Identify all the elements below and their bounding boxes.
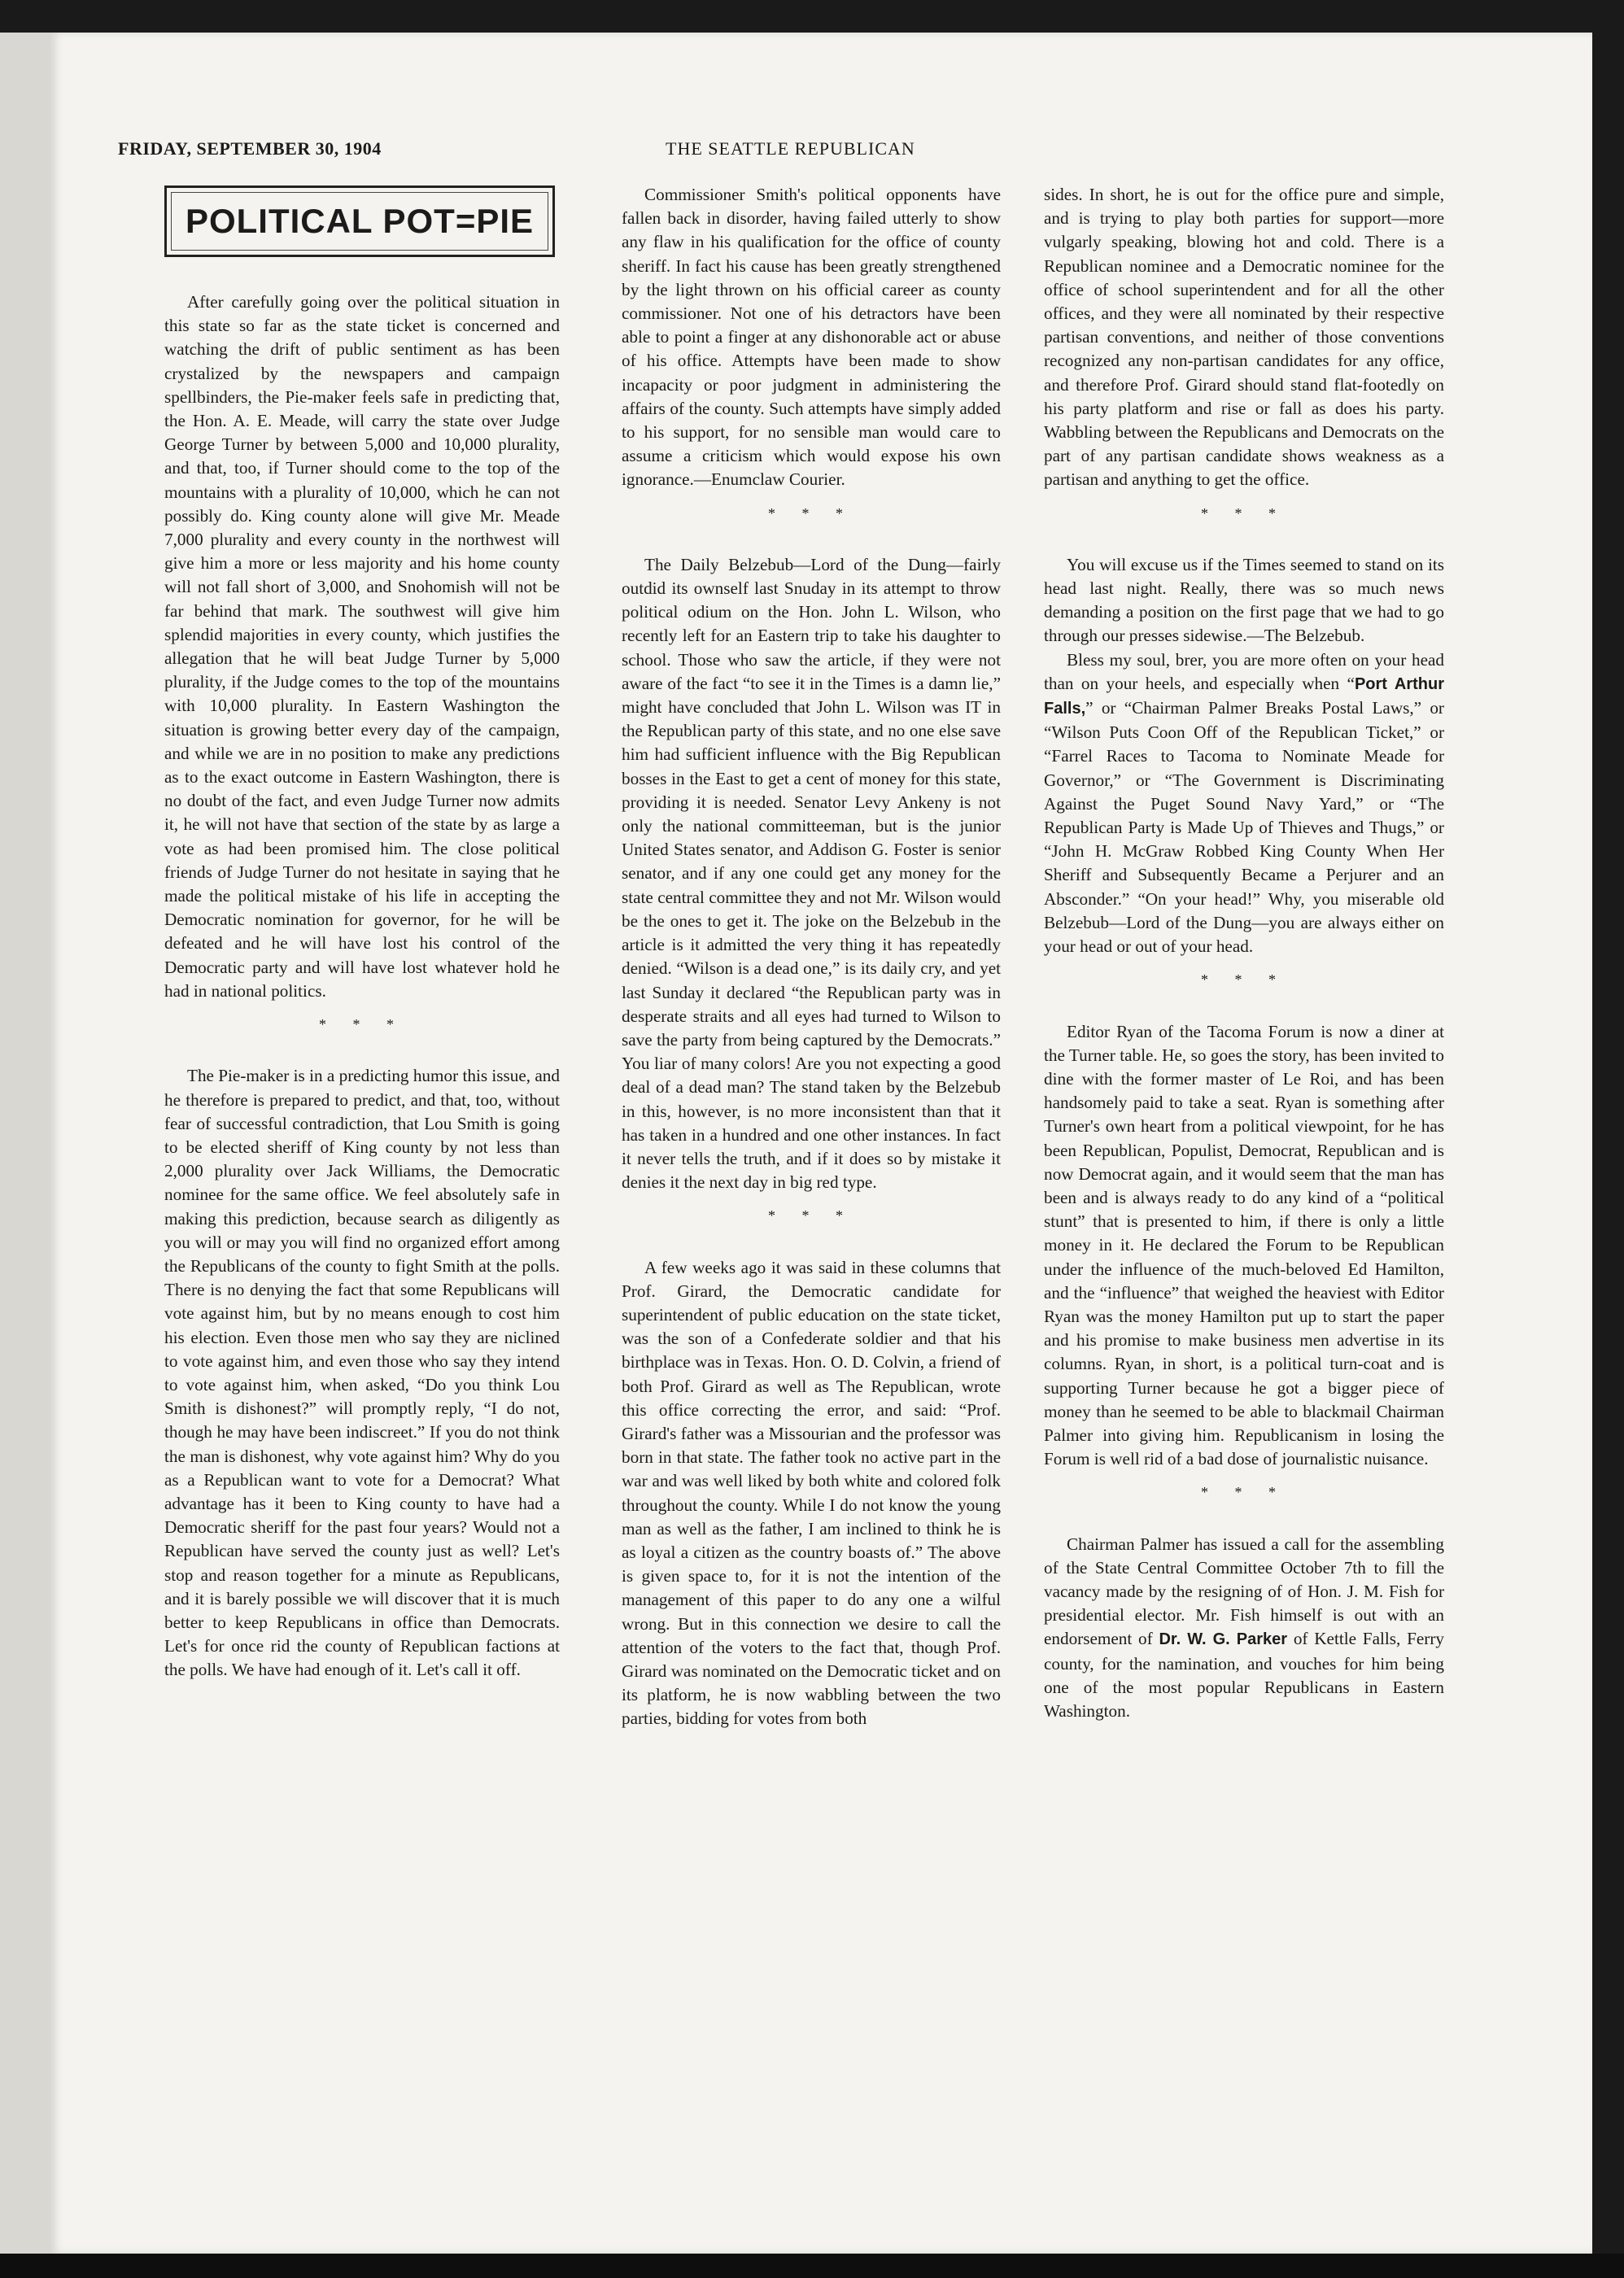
bless-text-a: Bless my soul, brer, you are more often on your head than on your heels, and especially when “ xyxy=(1044,649,1444,693)
column-1 xyxy=(164,290,560,1682)
column-3 xyxy=(1044,183,1444,1723)
article-chairman-palmer xyxy=(1044,1533,1444,1724)
section-divider-stars: * * * xyxy=(1201,1484,1287,1501)
scan-border xyxy=(0,2254,1624,2278)
section-divider-stars: * * * xyxy=(768,504,854,521)
section-divider-stars: * * * xyxy=(1201,971,1287,988)
section-divider-stars: * * * xyxy=(768,1207,854,1224)
article-prof-girard: A few weeks ago it was said in these columns that Prof. Girard, the Democratic candidate for superintendent of public education on the state ticket, was the son of a Confederate soldier and that his birthplace was in Texas. Hon. O. D. Colvin, a friend of both Prof. Girard as well as The Republican, wrote this office correcting the error, and said: “Prof. Girard's father was a Missourian and the professor was born in that state. The father took no active part in the war and was well liked by both white and colored folk throughout the county. While I do not know the young man as well as the father, I am inclined to think he is as loyal a citizen as the country boasts of.” The above is given space to, for it is not the intention of the management of this paper to do any one a wilful wrong. But in this connection we desire to call the attention of the voters to the fact that, though Prof. Girard was nominated on the Democratic ticket and on its platform, he is now wabbling between the two parties, bidding for votes from both xyxy=(622,1257,1001,1729)
bold-port-arthur-falls: Port Arthur Falls, xyxy=(1044,674,1444,718)
palmer-text-b: of Kettle Falls, Ferry county, for the namination, and vouches for him being one of the most popular Republicans in Eastern Washington. xyxy=(1044,1629,1444,1721)
article-bless-my-soul xyxy=(1044,648,1444,959)
article-editor-ryan: Editor Ryan of the Tacoma Forum is now a diner at the Turner table. He, so goes the story, has been invited to dine with the former master of Le Roi, and has been handsomely paid to take a seat. Ryan is something after Turner's own heart from a political viewpoint, for he has been Republican, Populist, Democrat, Republican and is now Democrat again, and it would seem that the man has been and is always ready to do any kind of a “political stunt” that is presented to him, if there is only a little money in it. He declared the Forum to be Republican under the influence of the much-beloved Ed Hamilton, and the “influence” that weighed the heaviest with Editor Ryan was the money Hamilton put up to start the paper and his promise to make business men advertise in its columns. Ryan, in short, is a political turn-coat and is supporting Turner because he got a bigger piece of money than he seemed to be able to blackmail Chairman Palmer into giving him. Republicanism in losing the Forum is well rid of a bad dose of journalistic nuisance. xyxy=(1044,1021,1444,1469)
date-line: FRIDAY, SEPTEMBER 30, 1904 xyxy=(118,138,382,159)
bold-dr-parker: Dr. W. G. Parker xyxy=(1159,1630,1288,1649)
article-commissioner-smith: Commissioner Smith's political opponents have fallen back in disorder, having failed utterly to show any flaw in his qualification for the office of county sheriff. In fact his cause has been greatly strengthened by the light thrown on his official career as county commissioner. Not one of his detractors have been able to point a finger at any dishonorable act or abuse of his office. Attempts have been made to show incapacity or poor judgment in administering the affairs of the county. Such attempts have simply added to his support, for no sensible man would care to assume a criticism which would expose his own ignorance.—Enumclaw Courier. xyxy=(622,185,1001,490)
article-lou-smith-sheriff: The Pie-maker is in a predicting humor this issue, and he therefore is prepared to predict, and that, too, without fear of successful contradiction, that Lou Smith is going to be elected sheriff of King county by not less than 2,000 plurality over Jack Williams, the Democratic nominee for the same office. We feel absolutely safe in making this prediction, because search as diligently as you will or may you will find no organized effort among the Republicans of the county to fight Smith at the polls. There is no denying the fact that some Republicans will vote against him, but by no means enough to cost him his election. Even those men who say they are niclined to vote against him, and even those who say they intend to vote against him, when asked, “Do you think Lou Smith is dishonest?” will promptly reply, “I do not, though he may have been indiscreet.” If you do not think the man is dishonest, why vote against him? Why do you as a Republican want to vote for a Democrat? What advantage has it been to King county to have had a Democratic sheriff for the past four years? Would not a Republican have served the county just as well? Let's stop and reason together for a minute as Republicans, and it is barely possible we will discover that it is much better to keep Republicans in office than Democrats. Let's for once rid the county of Republican factions at the polls. We have had enough of it. Let's call it off. xyxy=(164,1066,560,1680)
article-meade-prediction: After carefully going over the political situation in this state so far as the state ticket is concerned and watching the drift of public sentiment as has been crystalized by the newspapers and campaign spellbinders, the Pie-maker feels safe in predicting that, the Hon. A. E. Meade, will carry the state over Judge George Turner by between 5,000 and 10,000 plurality, and that, too, if Turner should come to the top of the mountains with a plurality of 10,000, which he can not possibly do. King county alone will give Mr. Meade 7,000 plurality and every county in the northwest will give him a more or less majority and his home county will not fall short of 3,000, and Snohomish will not be far behind that mark. The southwest will give him splendid majorities in every county, which justifies the allegation that he will beat Judge Turner by 5,000 plurality, if the Judge comes to the top of the mountains with 10,000 plurality. In Eastern Washington the situation is growing better every day of the campaign, and while we are in no position to make any predictions as to the exact outcome in Eastern Washington, there is no doubt of the fact, and even Judge Turner now admits it, he will not have that section of the state by as large a vote as had been promised him. The close political friends of Judge Turner do not hesitate in saying that he made the political mistake of his life in accepting the Democratic nomination for governor, for he will be defeated and he will have lost his control of the Democratic party and will have lost whatever hold he had in national politics. xyxy=(164,292,560,1001)
section-divider-stars: * * * xyxy=(319,1016,405,1033)
article-prof-girard-continued: sides. In short, he is out for the office pure and simple, and is trying to play both parties for support—more vulgarly speaking, blowing hot and cold. There is a Republican nominee and a Democratic nominee for the office of school superintendent and for all the other offices, and they were all nominated by their respective partisan conventions, and neither of those conventions recognized any non-partisan candidates for any office, and therefore Prof. Girard should stand flat-footedly on his party platform and rise or fall as does his party. Wabbling between the Republicans and Democrats on the part of any partisan candidate shows weakness as a partisan and anything to get the office. xyxy=(1044,185,1444,490)
article-daily-belzebub: The Daily Belzebub—Lord of the Dung—fairly outdid its ownself last Snuday in its attempt to throw political odium on the Hon. John L. Wilson, who recently left for an Eastern trip to take his daughter to school. Those who saw the article, if they were not aware of the fact “to see it in the Times is a damn lie,” might have concluded that John L. Wilson was IT in the Republican party of this state, and no one else save him had sufficient influence with the Big Republican bosses in the East to get a cent of money for this state, providing it is needed. Senator Levy Ankeny is not only the national committeeman, but is the junior United States senator, and Addison G. Foster is senior senator, and if any one could get any money for the state central committee they and not Mr. Wilson would be the ones to get it. The joke on the Belzebub in the article is it admitted the very thing it has repeatedly denied. “Wilson is a dead one,” is its daily cry, and yet last Sunday it declared “the Republican party was in desperate straits and all eyes had turned to Wilson to save the party from being captured by the Democrats.” You liar of many colors! Are you not expecting a good deal of a dead man? The stand taken by the Belzebub in this, however, is no more inconsistent than that it has taken in a hundred and one other instances. In fact it never tells the truth, and if it does so by mistake it denies it the next day in big red type. xyxy=(622,554,1001,1193)
bless-text-b: ” or “Chairman Palmer Breaks Postal Laws,” or “Wilson Puts Coon Off of the Republican Ticket,” or “Farrel Races to Tacoma to Nominate Meade for Governor,” or “The Government is Discriminating Against the Puget Sound Navy Yard,” or “The Republican Party is Made Up of Thieves and Thugs,” or “John H. McGraw Robbed King County When Her Sheriff and Subsequently Became a Perjurer and an Absconder.” “On your head!” Why, you miserable old Belzebub—Lord of the Dung—you are always either on your head or out of your head. xyxy=(1044,698,1444,957)
palmer-text-a: Chairman Palmer has issued a call for the assembling of the State Central Committee October 7th to fill the vacancy made by the resigning of of Hon. J. M. Fish for presidential elector. Mr. Fish himself is out with an endorsement of xyxy=(1044,1534,1444,1649)
section-title: POLITICAL POT=PIE xyxy=(185,202,535,240)
section-title-box xyxy=(164,185,555,257)
article-times-quote: You will excuse us if the Times seemed to stand on its head last night. Really, there was so much news demanding a position on the first page that we had to go through our presses sidewise.—The Belzebub. xyxy=(1044,554,1444,646)
column-2 xyxy=(622,183,1001,1731)
paper-title: THE SEATTLE REPUBLICAN xyxy=(666,138,915,159)
section-divider-stars: * * * xyxy=(1201,504,1287,521)
page-left-edge xyxy=(0,33,52,2278)
